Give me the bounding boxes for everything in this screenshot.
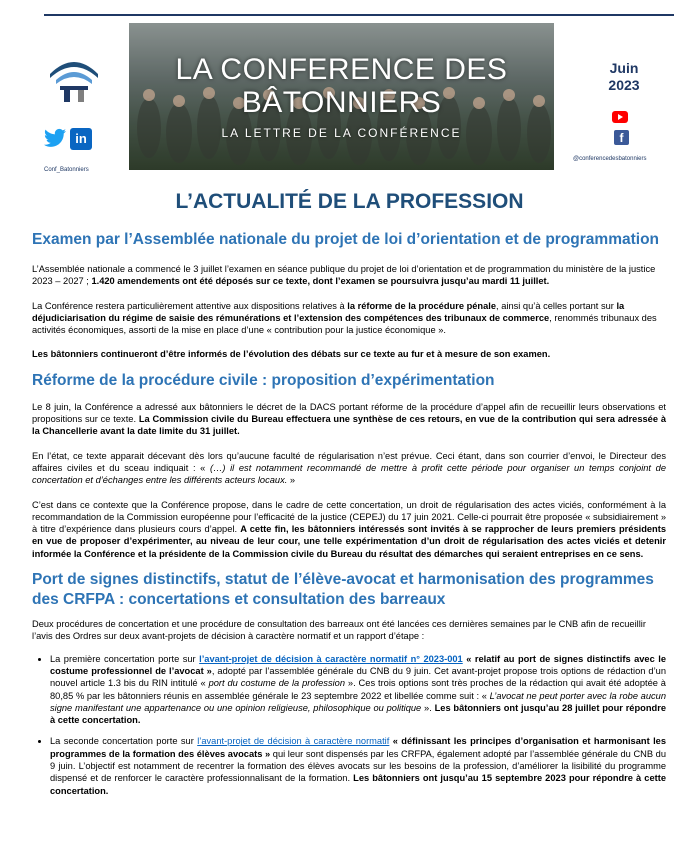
paragraph: Deux procédures de concertation et une procédure de consultation des barreaux ont été lancées ces dernières semaines par le CNB afin de recueillir l’avis des Ordres sur deux avant-projets de décision à caractère normatif et un rapport d’étape : bbox=[32, 619, 646, 642]
article-content bbox=[32, 230, 666, 806]
top-rule bbox=[44, 14, 674, 16]
linkedin-icon[interactable]: in bbox=[70, 128, 92, 150]
social-links bbox=[44, 128, 104, 152]
paragraph: Les bâtonniers continueront d’être informés de l’évolution des débats sur ce texte au fur et à mesure de son examen. bbox=[32, 349, 551, 360]
paragraph: La Conférence restera particulièrement attentive aux dispositions relatives à la réforme de la procédure pénale, ainsi qu’à celles portant sur la déjudiciarisation du régime de saisie des rémunérations et l’extension des compétences des tribunaux de commerce, renommés tribunaux des activités économiques, assorti de la mise en place d’une « contribution pour la justice économique ». bbox=[32, 300, 657, 336]
facebook-icon[interactable]: f bbox=[614, 130, 629, 145]
conference-logo-icon bbox=[44, 44, 104, 104]
youtube-icon[interactable] bbox=[612, 111, 628, 123]
issue-month: Juin bbox=[609, 60, 639, 76]
section-heading-examen: Examen par l’Assemblée nationale du projet de loi d’orientation et de programmation bbox=[32, 231, 660, 248]
issue-date bbox=[594, 60, 654, 94]
paragraph: Le 8 juin, la Conférence a adressé aux bâtonniers le décret de la DACS portant réforme de la procédure d’appel afin de recueillir leurs observations et propositions sur ce texte. La Commission civile du Bureau effectuera une synthèse de ces retours, en vue de la contribution qui sera adressée à la Chancellerie avant la date limite du 31 juillet. bbox=[32, 401, 666, 437]
paragraph: L’Assemblée nationale a commencé le 3 juillet l’examen en séance publique du projet de loi d’orientation et de programmation du ministère de la justice 2023 – 2027 ; 1.420 amendements ont été déposés sur ce texte, dont l’examen se poursuivra jusqu’au mardi 11 juillet. bbox=[32, 264, 656, 287]
social-handle[interactable]: @conferencedesbatonniers bbox=[573, 156, 647, 162]
bullet-list bbox=[32, 653, 666, 797]
section-heading-signes-distinctifs: Port de signes distinctifs, statut de l’élève-avocat et harmonisation des programmes des CRFPA : concertations et consultation des barreaux bbox=[32, 571, 654, 609]
header-banner bbox=[129, 23, 554, 170]
banner-title: LA CONFERENCE DES BÂTONNIERS bbox=[175, 53, 508, 119]
list-item: • La seconde concertation porte sur l’avant-projet de décision à caractère normatif « définissant les principes d’organisation et harmonisant les programmes de la formation des élèves avocats » qui leur sont dispensés par les CRFPA, également adopté par l’assemblée générale du CNB du 9 juin. L’objectif est notamment de recentrer la formation des élèves avocats sur les besoins de la profession, d’améliorer la lisibilité du programme dispensé et de renforcer le caractère professionnalisant de la formation. Les bâtonniers ont jusqu’au 15 septembre 2023 pour répondre à cette concertation. bbox=[50, 735, 666, 796]
twitter-handle[interactable]: Conf_Batonniers bbox=[44, 167, 89, 173]
page-title: L’ACTUALITÉ DE LA PROFESSION bbox=[175, 190, 524, 213]
avant-projet-2023-001-link[interactable]: l’avant-projet de décision à caractère normatif n° 2023-001 bbox=[199, 653, 463, 664]
paragraph: En l’état, ce texte apparait décevant dès lors qu’aucune faculté de régularisation n’est prévue. Ceci étant, dans son courrier d’envoi, le Directeur des affaires civiles et du sceau indiquait : « (…) il est notamment recommandé de mettre à profit cette période pour organiser un temps conjoint de concertation et d’échanges entre les différents acteurs locaux. » bbox=[32, 450, 666, 486]
avant-projet-formation-link[interactable]: l’avant-projet de décision à caractère normatif bbox=[197, 736, 390, 747]
paragraph: C’est dans ce contexte que la Conférence propose, dans le cadre de cette concertation, un droit de régularisation des actes viciés, conformément à la recommandation de la Commission européenne pour l’efficacité de la justice (CEPEJ) du 17 juin 2021. Celle-ci pourrait être proposée « subsidiairement » à titre d’expérience dans plusieurs cours d’appel. A cette fin, les bâtonniers intéressés sont invités à se rapprocher de leurs premiers présidents en vue de proposer d’expérimenter, au niveau de leur cour, une telle expérimentation d’un droit de régularisation des actes viciés et detenir informée la Conférence et la présidente de la Commission civile du Bureau du résultat des démarches qui seraient entreprises en ce sens. bbox=[32, 499, 666, 559]
section-heading-reforme: Réforme de la procédure civile : proposition d’expérimentation bbox=[32, 371, 495, 389]
twitter-icon[interactable] bbox=[44, 128, 66, 148]
issue-year: 2023 bbox=[608, 77, 640, 93]
banner-subtitle: LA LETTRE DE LA CONFÉRENCE bbox=[221, 126, 462, 140]
list-item: • La première concertation porte sur l’avant-projet de décision à caractère normatif n° 2023-001 « relatif au port de signes distinctifs avec le costume professionnel de l’avocat », adopté par l’assemblée générale du CNB du 9 juin. Cet avant-projet propose trois options de rédaction d’un nouvel article 1.3 bis du RIN intitulé « port du costume de la profession ». Ces trois options sont très proches de la rédaction qui avait été adoptée à 80,85 % par les bâtonniers réunis en assemblée générale le 23 septembre 2022 et libellée comme suit : « L’avocat ne peut porter avec la robe aucun signe manifestant une appartenance ou une opinion religieuse, philosophique ou politique ». Les bâtonniers ont jusqu’au 28 juillet pour répondre à cette concertation. bbox=[50, 653, 666, 727]
